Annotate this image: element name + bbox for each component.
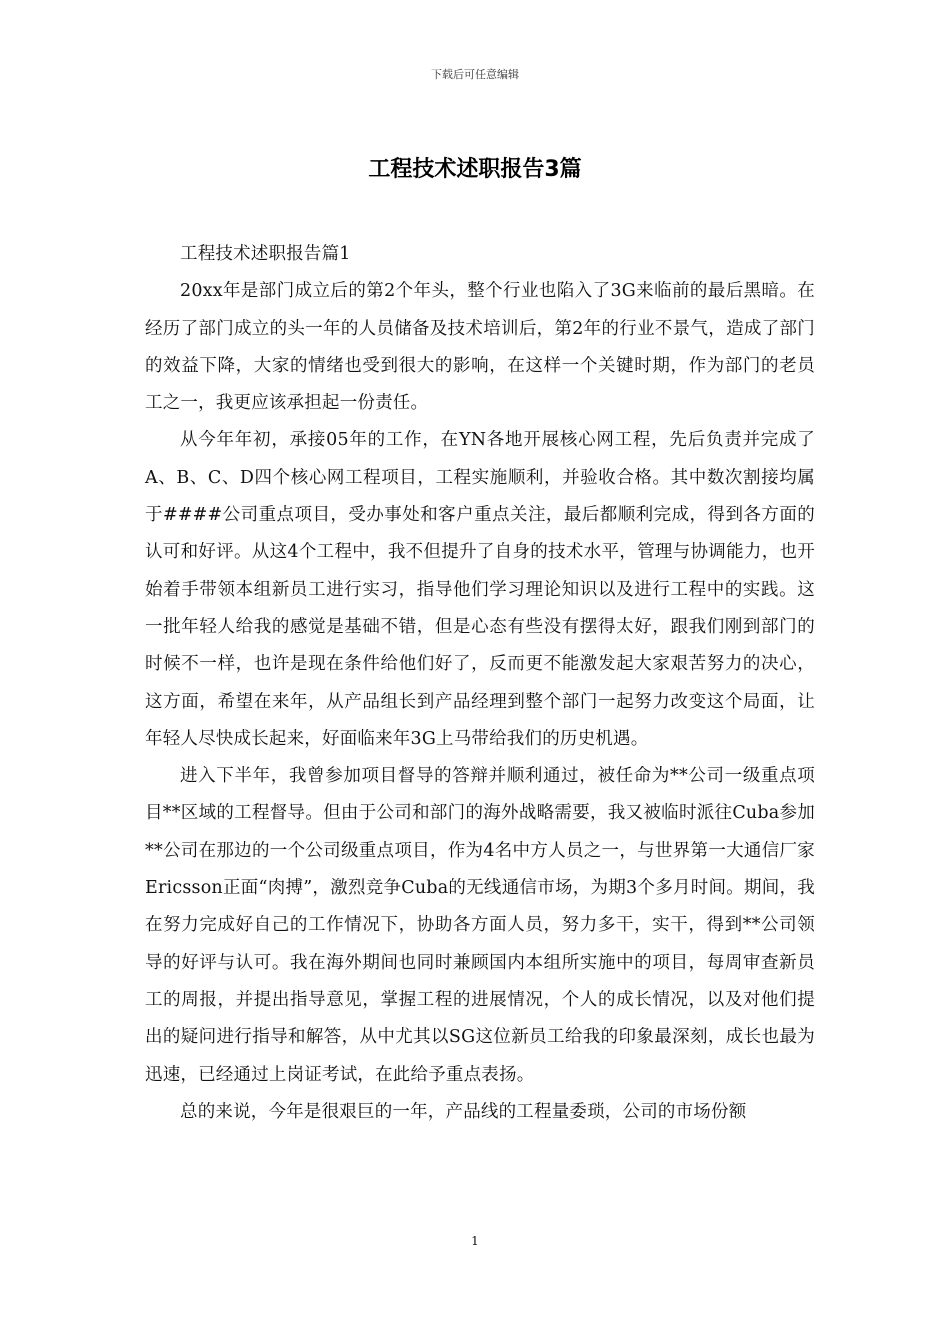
document-body — [145, 236, 815, 1131]
paragraph-2: 从今年年初，承接05年的工作，在YN各地开展核心网工程，先后负责并完成了A、B、C、D四个核心网工程项目，工程实施顺利，并验收合格。其中数次割接均属于####公司重点项目，受办事处和客户重点关注，最后都顺利完成，得到各方面的认可和好评。从这4个工程中，我不但提升了自身的技术水平，管理与协调能力，也开始着手带领本组新员工进行实习，指导他们学习理论知识以及进行工程中的实践。这一批年轻人给我的感觉是基础不错，但是心态有些没有摆得太好，跟我们刚到部门的时候不一样，也许是现在条件给他们好了，反而更不能激发起大家艰苦努力的决心，这方面，希望在来年，从产品组长到产品经理到整个部门一起努力改变这个局面，让年轻人尽快成长起来，好面临来年3G上马带给我们的历史机遇。 — [145, 430, 815, 749]
document-title: 工程技术述职报告3篇 — [368, 157, 582, 182]
paragraph-3: 进入下半年，我曾参加项目督导的答辩并顺利通过，被任命为**公司一级重点项目**区域的工程督导。但由于公司和部门的海外战略需要，我又被临时派往Cuba参加**公司在那边的一个公司级重点项目，作为4名中方人员之一，与世界第一大通信厂家Ericsson正面“肉搏”，激烈竞争Cuba的无线通信市场，为期3个多月时间。期间，我在努力完成好自己的工作情况下，协助各方面人员，努力多干，实干，得到**公司领导的好评与认可。我在海外期间也同时兼顾国内本组所实施中的项目，每周审查新员工的周报，并提出指导意见，掌握工程的进展情况，个人的成长情况，以及对他们提出的疑问进行指导和解答，从中尤其以SG这位新员工给我的印象最深刻，成长也最为迅速，已经通过上岗证考试，在此给予重点表扬。 — [145, 766, 815, 1085]
paragraph-4: 总的来说，今年是很艰巨的一年，产品线的工程量委琐，公司的市场份额 — [180, 1101, 747, 1122]
section-subtitle: 工程技术述职报告篇1 — [180, 244, 351, 264]
header-note: 下载后可任意编辑 — [431, 68, 519, 81]
paragraph-1: 20xx年是部门成立后的第2个年头，整个行业也陷入了3G来临前的最后黑暗。在经历了部门成立的头一年的人员储备及技术培训后，第2年的行业不景气，造成了部门的效益下降，大家的情绪也受到很大的影响，在这样一个关键时期，作为部门的老员工之一，我更应该承担起一份责任。 — [145, 281, 815, 414]
page-number: 1 — [471, 1234, 479, 1248]
